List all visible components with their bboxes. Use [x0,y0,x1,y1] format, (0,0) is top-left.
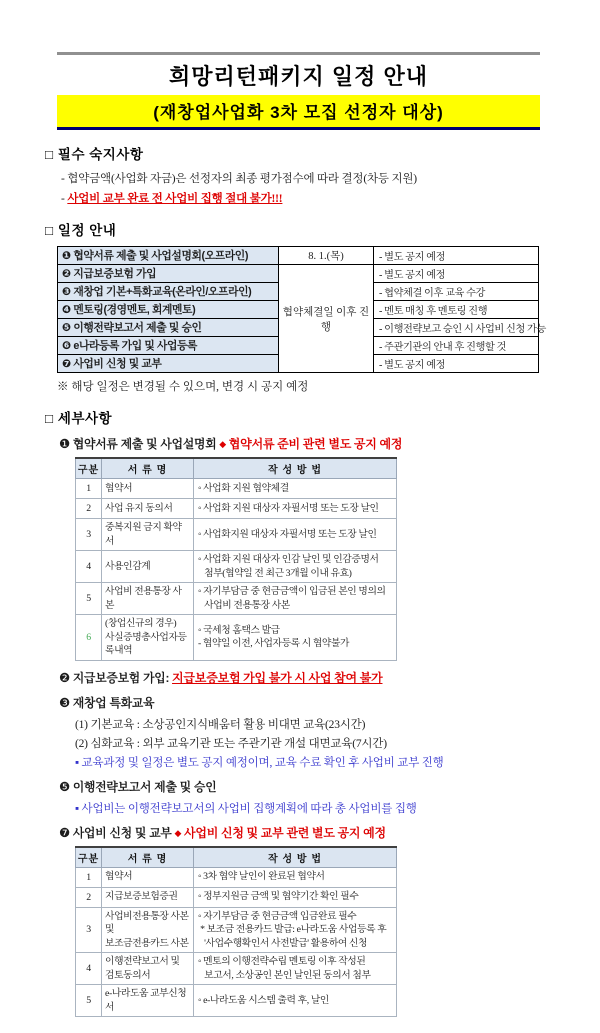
table-row: 3 사업비전용통장 사본 및 보조금전용카드 사본 ◦ 자기부담금 중 현금금액 입금완료 필수 * 보조금 전용카드 발급: e나라도움 사업등록 후 '사업수행확인서 사전발급' 활용하여 신청 [76,907,397,953]
strategy-report-blue-note: ▪ 사업비는 이행전략보고서의 사업비 집행계획에 따라 총 사업비를 집행 [75,802,417,815]
section-details [45,407,555,1017]
schedule-step-cell: ❼ 사업비 신청 및 교부 [58,355,279,373]
detail-item-1-heading: ❶ 협약서류 제출 및 사업설명회 ◆ 협약서류 준비 관련 별도 공지 예정 [59,437,403,451]
must-know-heading: □ 필수 숙지사항 [45,147,144,162]
col-header-method: 작 성 방 법 [194,458,397,479]
table-row: 5 사업비 전용통장 사본 ◦ 자기부담금 중 현금금액이 입금된 본인 명의의 사업비 전용통장 사본 [76,583,397,615]
schedule-step-cell: ❻ e나라등록 가입 및 사업등록 [58,337,279,355]
documents-table-1 [75,457,397,661]
header-bottom-rule [57,127,540,130]
section-schedule [45,219,555,394]
top-rule [57,52,540,55]
schedule-step-cell: ❷ 지급보증보험 가입 [58,265,279,283]
schedule-note-cell: - 별도 공지 예정 [374,355,539,373]
table-row [58,265,539,283]
table-row [58,247,539,265]
schedule-footnote: ※ 해당 일정은 변경될 수 있으며, 변경 시 공지 예정 [57,381,309,393]
dash: - [61,193,65,205]
table-row: 6 (창업신규의 경우) 사실증명총사업자등록내역 ◦ 국세청 홈택스 발급 - 협약일 이전, 사업자등록 시 협약불가 [76,615,397,661]
schedule-note-cell: - 멘토 매칭 후 멘토링 진행 [374,301,539,319]
table-row: 5 e-나라도움 교부신청서 ◦ e-나라도움 시스템 출력 후, 날인 [76,985,397,1017]
section-must-know [45,143,555,206]
table-row: 2 지급보증보험증권 ◦ 정부지원금 금액 및 협약기간 확인 필수 [76,887,397,907]
must-know-line-1: - 협약금액(사업화 자금)은 선정자의 최종 평가점수에 따라 결정(차등 지원) [61,173,417,185]
education-basic-line: (1) 기본교육 : 소상공인지식배움터 활용 비대면 교육(23시간) [75,718,366,731]
page-subtitle: (재창업사업화 3차 모집 선정자 대상) [57,95,540,127]
education-blue-note: ▪ 교육과정 및 일정은 별도 공지 예정이며, 교육 수료 확인 후 사업비 교부 진행 [75,756,444,769]
schedule-date-cell: 8. 1.(목) [279,247,374,265]
table-row: 2 사업 유지 동의서 ◦ 사업화 지원 대상자 자필서명 또는 도장 날인 [76,499,397,519]
col-header-name: 서 류 명 [102,847,194,868]
education-advanced-line: (2) 심화교육 : 외부 교육기관 또는 주관기관 개설 대면교육(7시간) [75,737,387,750]
diamond-separator-icon: ◆ [219,439,226,449]
table-row: 4 사용인감계 ◦ 사업화 지원 대상자 인감 날인 및 인감증명서 첨부(협약일 전 최근 3개월 이내 유효) [76,551,397,583]
schedule-note-cell: - 이행전략보고 승인 시 사업비 신청 가능 [374,319,539,337]
schedule-note-cell: - 주관기관의 안내 후 진행할 것 [374,337,539,355]
document-header [45,52,555,130]
schedule-step-cell: ❶ 협약서류 제출 및 사업설명회(오프라인) [58,247,279,265]
detail-item-2-heading: ❷ 지급보증보험 가입: 지급보증보험 가입 불가 시 사업 참여 불가 [59,670,383,685]
table-row: 1 협약서 ◦ 3차 협약 날인이 완료된 협약서 [76,867,397,887]
col-header-no: 구분 [76,458,102,479]
table-row: 1 협약서 ◦ 사업화 지원 협약체결 [76,479,397,499]
detail-item-7-heading: ❼ 사업비 신청 및 교부 ◆ 사업비 신청 및 교부 관련 별도 공지 예정 [59,825,386,840]
documents-table-2 [75,846,397,1018]
schedule-step-cell: ❺ 이행전략보고서 제출 및 승인 [58,319,279,337]
table-row: 3 중복지원 금지 확약서 ◦ 사업화지원 대상자 자필서명 또는 도장 날인 [76,519,397,551]
schedule-note-cell: - 별도 공지 예정 [374,247,539,265]
table-row: 4 이행전략보고서 및 검토동의서 ◦ 멘토의 이행전략수립 멘토링 이후 작성된 보고서, 소상공인 본인 날인된 동의서 첨부 [76,953,397,985]
schedule-heading: □ 일정 안내 [45,223,117,238]
detail-item-5-heading: ❺ 이행전략보고서 제출 및 승인 [59,779,217,794]
schedule-note-cell: - 협약체결 이후 교육 수강 [374,283,539,301]
col-header-name: 서 류 명 [102,458,194,479]
schedule-step-cell: ❹ 멘토링(경영멘토, 회계멘토) [58,301,279,319]
critical-warning-text: 사업비 교부 완료 전 사업비 집행 절대 불가!!! [67,193,283,205]
insurance-warning-text: 지급보증보험 가입 불가 시 사업 참여 불가 [172,670,383,685]
table-header-row [76,847,397,868]
must-know-line-2 [61,190,555,206]
schedule-step-cell: ❸ 재창업 기본+특화교육(온라인/오프라인) [58,283,279,301]
page-title: 희망리턴패키지 일정 안내 [169,64,428,89]
schedule-merged-date-cell: 협약체결일 이후 진행 [279,265,374,373]
detail-item-3-heading: ❸ 재창업 특화교육 [59,695,155,710]
table-header-row [76,458,397,479]
schedule-note-cell: - 별도 공지 예정 [374,265,539,283]
col-header-no: 구분 [76,847,102,868]
col-header-method: 작 성 방 법 [194,847,397,868]
schedule-table [57,246,546,373]
diamond-separator-icon: ◆ [174,827,182,838]
details-heading: □ 세부사항 [45,411,113,426]
